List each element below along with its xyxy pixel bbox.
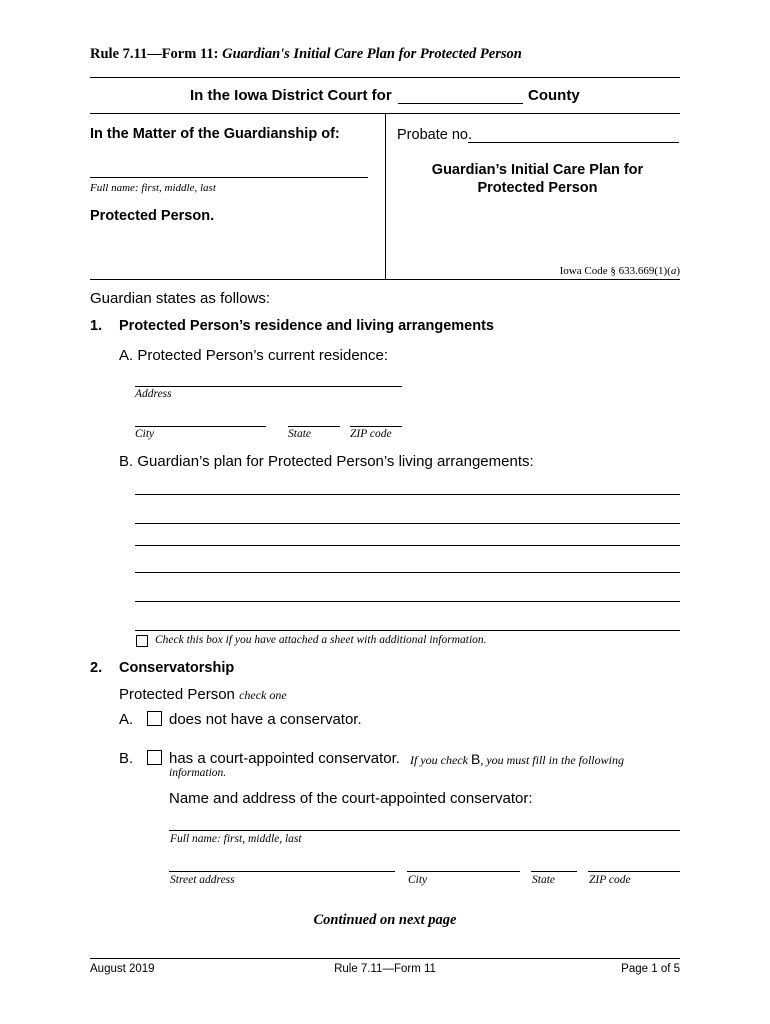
section2-title: Conservatorship — [119, 660, 235, 676]
no-conservator-checkbox[interactable] — [147, 711, 162, 726]
continued-note: Continued on next page — [313, 912, 457, 928]
residence-city-field[interactable] — [135, 410, 266, 427]
probate-label: Probate no. — [397, 127, 472, 143]
section1-title: Protected Person’s residence and living arrangements — [119, 318, 494, 334]
conservator-name-caption: Full name: first, middle, last — [170, 833, 302, 845]
section2-subtitle — [119, 686, 287, 703]
option-b-text: has a court-appointed conservator. — [169, 750, 400, 767]
matter-label: In the Matter of the Guardianship of: — [90, 126, 340, 142]
doc-title-line2: Protected Person — [477, 180, 598, 196]
conservator-zip-caption: ZIP code — [589, 874, 631, 886]
city-caption: City — [135, 428, 155, 440]
conservator-street-field[interactable] — [169, 855, 395, 872]
footer-page: Page 1 of 5 — [621, 963, 680, 975]
iowa-code-citation — [500, 265, 680, 277]
residence-address-field[interactable] — [135, 370, 402, 387]
court-suffix: County — [528, 87, 580, 104]
has-conservator-checkbox[interactable] — [147, 750, 162, 765]
protected-person-text: Protected Person — [119, 686, 235, 703]
option-a-text: does not have a conservator. — [169, 711, 362, 728]
living-plan-line-6[interactable] — [135, 614, 680, 631]
doc-title-line1: Guardian’s Initial Care Plan for — [431, 162, 644, 178]
option-b-letter: B. — [119, 750, 134, 767]
check-one-text: check one — [239, 688, 287, 702]
conservator-state-caption: State — [532, 874, 555, 886]
conservator-city-caption: City — [408, 874, 428, 886]
protected-person-name-field[interactable] — [90, 161, 368, 178]
section1-a-label: A. Protected Person’s current residence: — [119, 347, 389, 364]
street-caption: Street address — [170, 874, 235, 886]
protected-person-label: Protected Person. — [90, 208, 215, 224]
header-rule — [90, 77, 680, 78]
form-header — [90, 46, 522, 63]
living-plan-line-5[interactable] — [135, 585, 680, 602]
probate-number-field[interactable] — [468, 126, 679, 143]
attach-sheet-text: Check this box if you have attached a sheet with additional information. — [155, 634, 487, 646]
residence-zip-field[interactable] — [350, 410, 402, 427]
state-caption: State — [288, 428, 311, 440]
code-italic: a — [670, 265, 677, 277]
court-prefix: In the Iowa District Court for — [190, 87, 392, 104]
code-prefix: Iowa Code § 633.669(1)( — [559, 265, 671, 277]
living-plan-line-2[interactable] — [135, 507, 680, 524]
intro-text: Guardian states as follows: — [90, 290, 271, 307]
conservator-state-field[interactable] — [531, 855, 577, 872]
conservator-zip-field[interactable] — [588, 855, 680, 872]
code-suffix: ) — [676, 265, 680, 277]
footer-date: August 2019 — [90, 963, 155, 975]
rule-label: Rule 7.11—Form 11: — [90, 46, 219, 62]
living-plan-line-3[interactable] — [135, 529, 680, 546]
section1-number: 1. — [90, 318, 103, 334]
option-a-letter: A. — [119, 711, 134, 728]
conservator-name-field[interactable] — [169, 814, 680, 831]
conservator-city-field[interactable] — [407, 855, 520, 872]
residence-state-field[interactable] — [288, 410, 340, 427]
footer-rule-label: Rule 7.11—Form 11 — [334, 963, 436, 975]
note-b: B — [470, 751, 481, 767]
address-caption: Address — [135, 388, 172, 400]
option-b-note-line2: information. — [169, 767, 227, 779]
option-b-note — [410, 751, 624, 768]
living-plan-line-1[interactable] — [135, 478, 680, 495]
footer-rule — [90, 958, 680, 959]
caption-bottom-rule — [90, 279, 680, 280]
form-title: Guardian's Initial Care Plan for Protected Person — [222, 46, 522, 62]
living-plan-line-4[interactable] — [135, 556, 680, 573]
conservator-name-address-label: Name and address of the court-appointed conservator: — [169, 790, 533, 807]
zip-caption: ZIP code — [350, 428, 392, 440]
caption-divider — [385, 113, 386, 279]
county-field[interactable] — [398, 86, 523, 104]
attach-sheet-checkbox[interactable] — [136, 635, 148, 647]
full-name-caption: Full name: first, middle, last — [90, 182, 216, 194]
note-suffix: , you must fill in the following — [480, 753, 624, 767]
section1-b-label: B. Guardian’s plan for Protected Person’s living arrangements: — [119, 453, 534, 470]
note-prefix: If you check — [410, 753, 468, 767]
section2-number: 2. — [90, 660, 103, 676]
